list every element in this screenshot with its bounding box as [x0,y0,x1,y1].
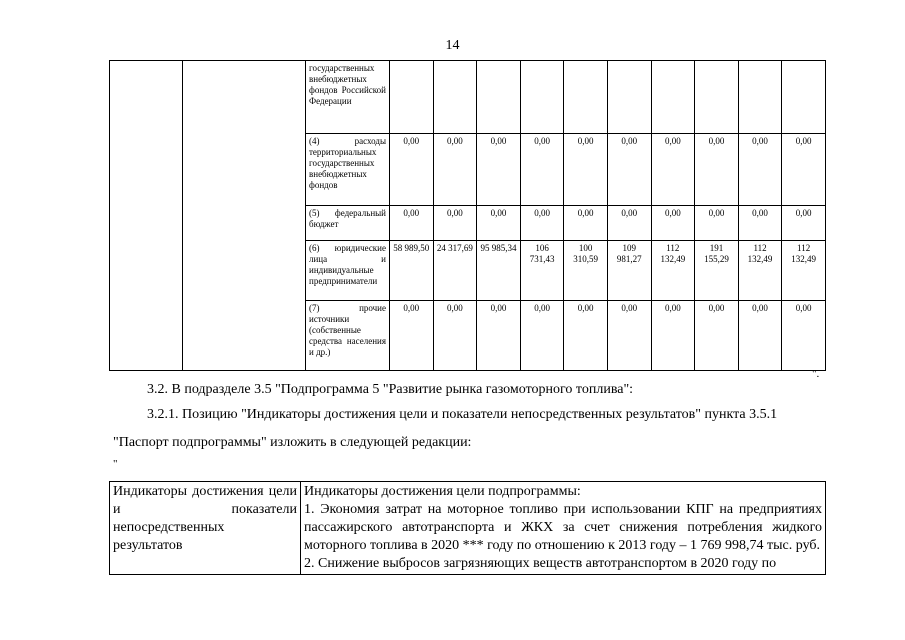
value-cell [520,61,564,134]
value-cell: 112 132,49 [651,241,695,301]
value-cell: 0,00 [390,206,434,241]
indicator-item-2: 2. Снижение выбросов загрязняющих веществ автотранспортом в 2020 году по [304,556,777,571]
finance-row [110,61,826,134]
empty-cell [110,61,183,371]
value-cell: 0,00 [433,206,477,241]
value-cell: 0,00 [782,301,826,371]
value-cell: 0,00 [607,301,651,371]
paragraph-3-2: 3.2. В подразделе 3.5 "Подпрограмма 5 "Развитие рынка газомоторного топлива": [147,382,634,397]
value-cell: 0,00 [390,301,434,371]
value-cell: 109 981,27 [607,241,651,301]
indicators-label-cell: Индикаторы достижения цели и показатели непосредственных результатов [110,482,301,575]
value-cell [651,61,695,134]
value-cell [782,61,826,134]
indicator-item-1: 1. Экономия затрат на моторное топливо при использовании КПГ на предприятиях пассажирского автотранспорта и ЖКХ за счет снижения потребления жидкого моторного топлива в 2020 *** году по отношению к 2013 году – 1 769 998,74 тыс. руб. [304,502,822,553]
value-cell [738,61,782,134]
value-cell: 0,00 [651,301,695,371]
value-cell: 191 155,29 [695,241,739,301]
value-cell [390,61,434,134]
value-cell: 0,00 [433,134,477,206]
opening-quote: " [113,458,118,470]
value-cell: 0,00 [782,206,826,241]
value-cell: 0,00 [520,206,564,241]
source-label: государственных внебюджетных фондов Российской Федерации [306,61,390,134]
value-cell [433,61,477,134]
value-cell: 0,00 [433,301,477,371]
value-cell: 0,00 [520,134,564,206]
indicators-table [109,481,826,575]
value-cell: 0,00 [738,134,782,206]
value-cell: 0,00 [651,134,695,206]
value-cell: 24 317,69 [433,241,477,301]
indicators-heading: Индикаторы достижения цели подпрограммы: [304,484,581,499]
value-cell: 100 310,59 [564,241,608,301]
source-label: (4) расходы территориальных государственных внебюджетных фондов [306,134,390,206]
value-cell: 0,00 [695,134,739,206]
value-cell: 0,00 [695,206,739,241]
closing-quote: ". [812,368,820,380]
value-cell: 95 985,34 [477,241,521,301]
value-cell [564,61,608,134]
value-cell: 0,00 [477,134,521,206]
source-label: (7) прочие источники (собственные средства населения и др.) [306,301,390,371]
value-cell: 0,00 [607,134,651,206]
value-cell: 0,00 [738,206,782,241]
value-cell: 0,00 [520,301,564,371]
empty-cell [183,61,306,371]
value-cell: 0,00 [564,301,608,371]
value-cell: 0,00 [695,301,739,371]
value-cell [695,61,739,134]
value-cell: 0,00 [651,206,695,241]
source-label: (5) федеральный бюджет [306,206,390,241]
value-cell: 112 132,49 [738,241,782,301]
finance-table [109,60,826,371]
value-cell: 106 731,43 [520,241,564,301]
paragraph-3-2-1-cont: "Паспорт подпрограммы" изложить в следующей редакции: [113,435,472,450]
value-cell: 0,00 [782,134,826,206]
page-number: 14 [445,38,460,53]
indicators-content-cell [301,482,826,575]
value-cell: 0,00 [564,134,608,206]
value-cell [607,61,651,134]
value-cell: 58 989,50 [390,241,434,301]
value-cell: 0,00 [477,206,521,241]
paragraph-3-2-1: 3.2.1. Позицию "Индикаторы достижения цели и показатели непосредственных результатов" пункта 3.5.1 [147,407,778,422]
value-cell [477,61,521,134]
value-cell: 0,00 [607,206,651,241]
source-label: (6) юридические лица и индивидуальные предприниматели [306,241,390,301]
value-cell: 112 132,49 [782,241,826,301]
value-cell: 0,00 [564,206,608,241]
value-cell: 0,00 [738,301,782,371]
value-cell: 0,00 [477,301,521,371]
value-cell: 0,00 [390,134,434,206]
